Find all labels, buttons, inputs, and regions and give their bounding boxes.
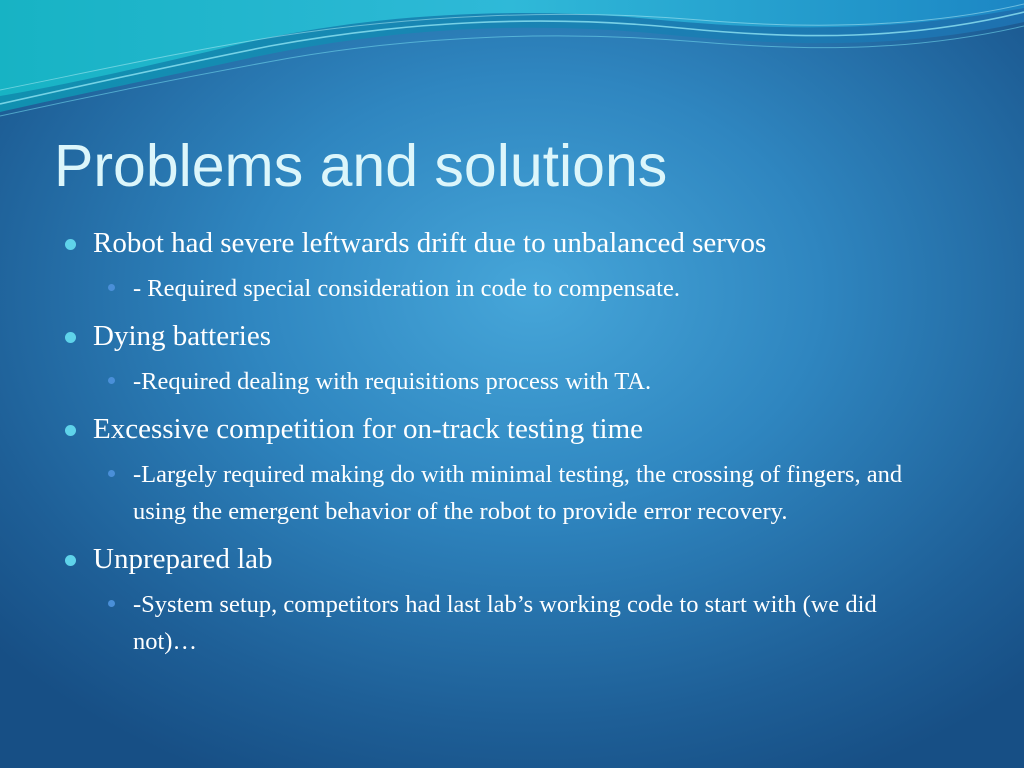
sub-bullet-item: [133, 586, 933, 660]
sub-bullet-text: -System setup, competitors had last lab’s working code to start with (we did not)…: [133, 591, 877, 655]
bullet-text: Excessive competition for on-track testing time: [93, 413, 644, 445]
bullet-text: Robot had severe leftwards drift due to unbalanced servos: [93, 227, 767, 259]
bullet-icon: [65, 555, 76, 566]
sub-bullet-text: -Largely required making do with minimal testing, the crossing of fingers, and using the emergent behavior of the robot to provide error recovery.: [133, 461, 903, 525]
sub-bullet-icon: [108, 600, 115, 607]
bullet-icon: [65, 332, 76, 343]
bullet-icon: [65, 239, 76, 250]
bullet-icon: [65, 425, 76, 436]
sub-bullet-icon: [108, 470, 115, 477]
bullet-item: [60, 224, 960, 262]
bullet-text: Unprepared lab: [93, 543, 273, 575]
bullet-item: [60, 540, 960, 578]
bullet-item: [60, 317, 960, 355]
sub-bullet-text: -Required dealing with requisitions process with TA.: [133, 368, 652, 395]
bullet-list: [60, 224, 960, 660]
bullet-text: Dying batteries: [93, 320, 271, 352]
sub-bullet-text: - Required special consideration in code to compensate.: [133, 275, 680, 302]
sub-bullet-icon: [108, 377, 115, 384]
sub-bullet-icon: [108, 284, 115, 291]
sub-bullet-item: [133, 456, 933, 530]
wave-decoration: [0, 0, 1024, 130]
slide-title: Problems and solutions: [54, 133, 668, 199]
bullet-item: [60, 410, 960, 448]
sub-bullet-item: [133, 270, 933, 307]
sub-bullet-item: [133, 363, 933, 400]
